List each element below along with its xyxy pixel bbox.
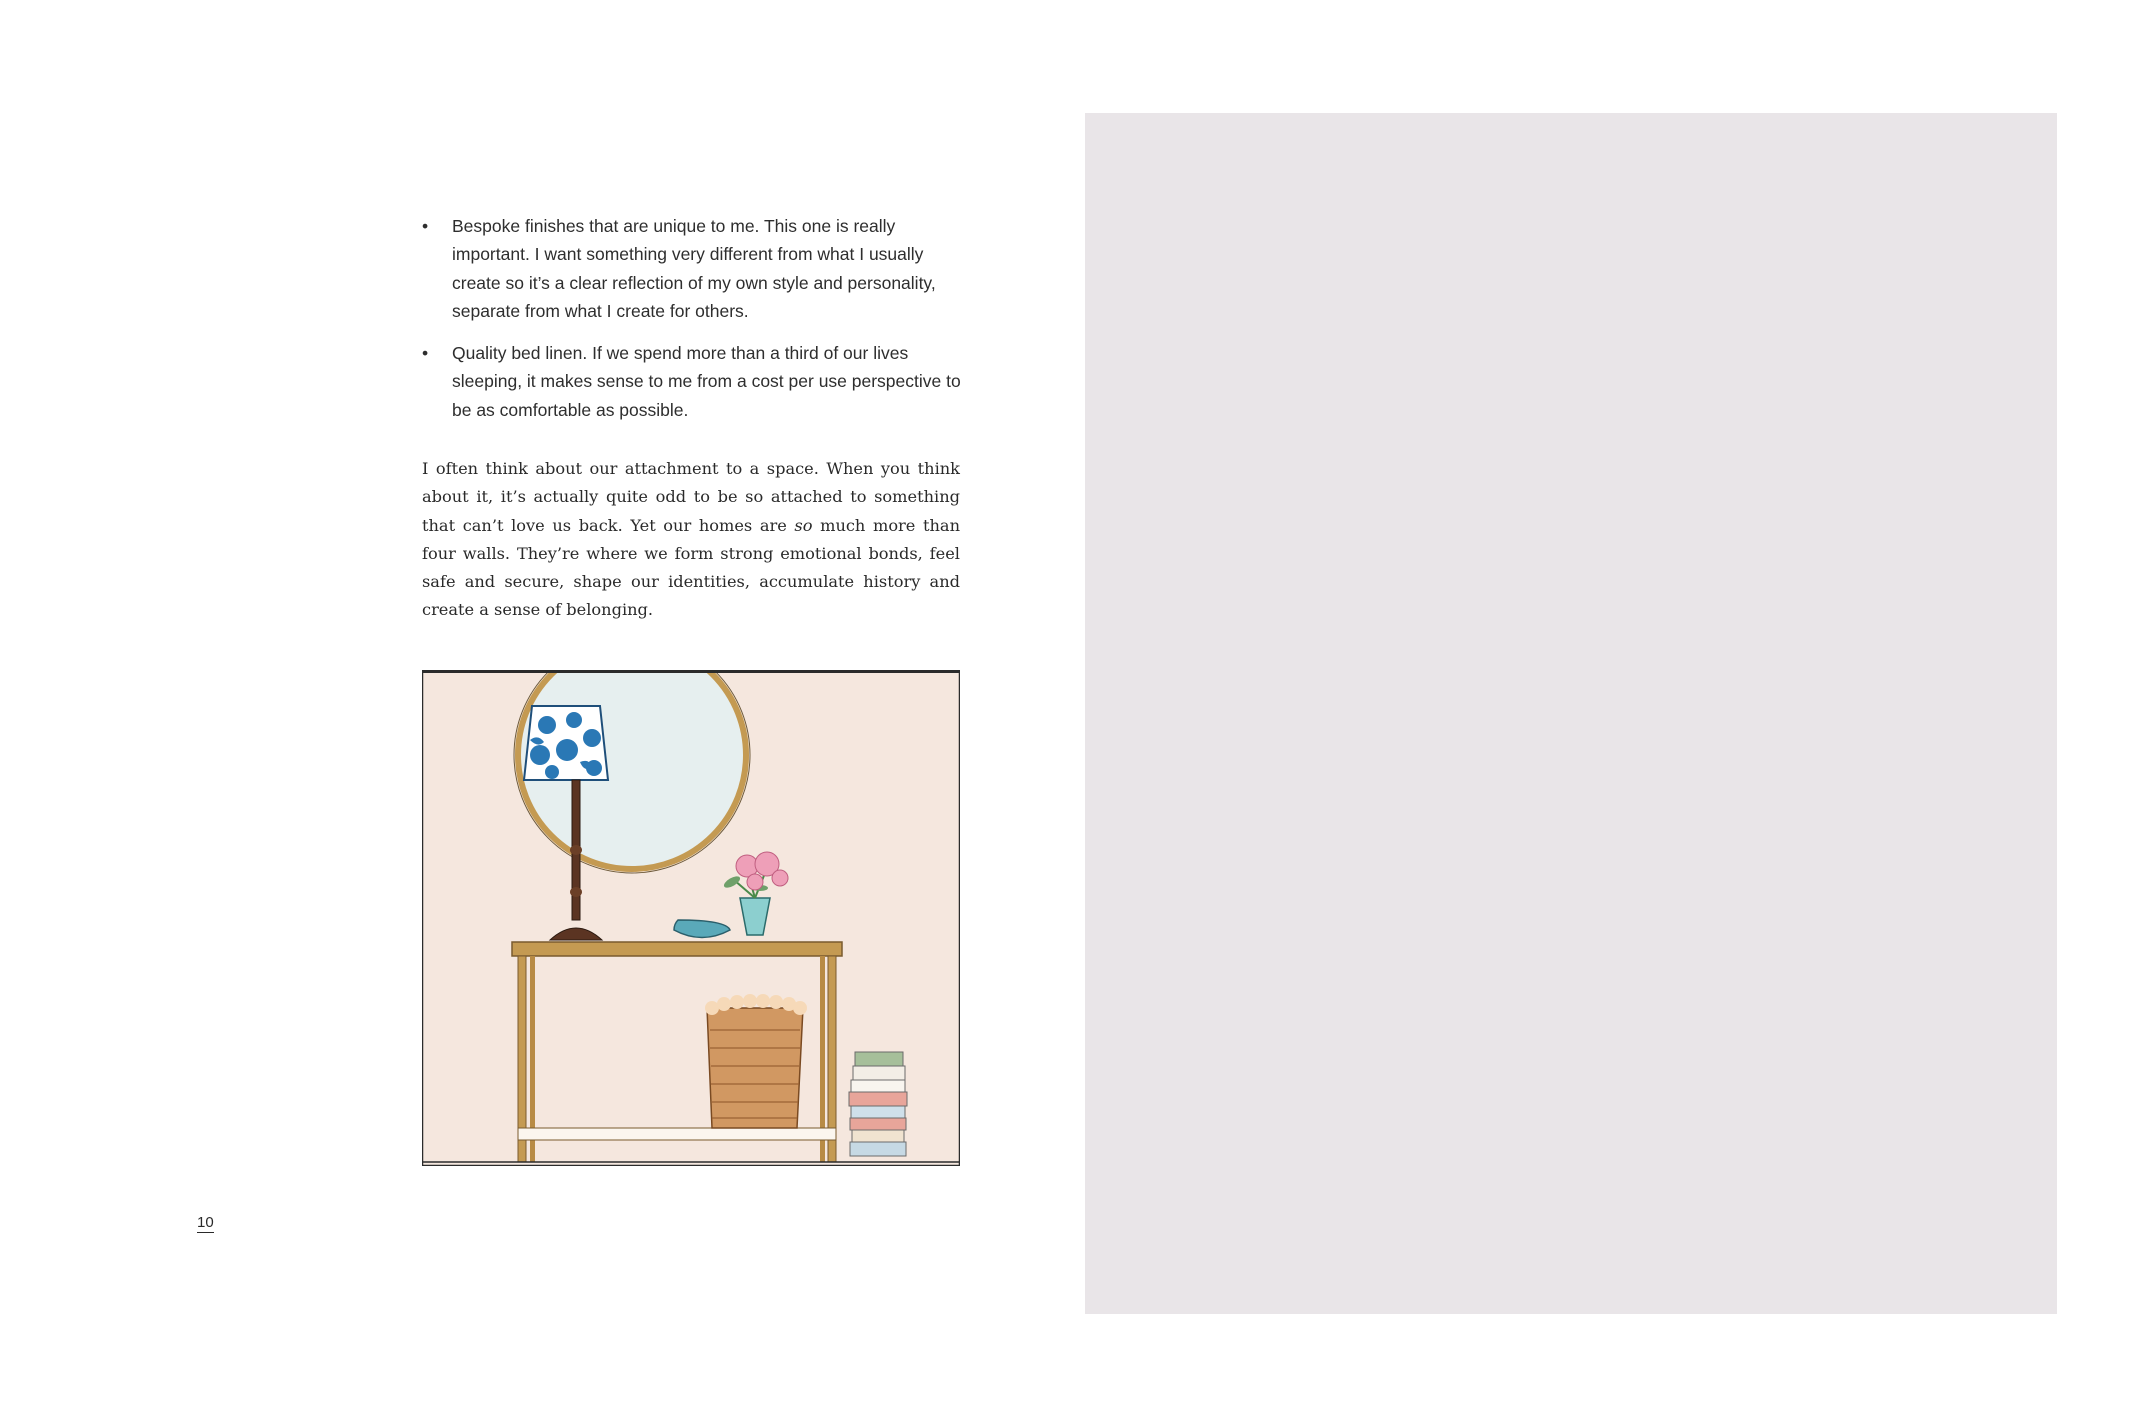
bullet-marker: •	[422, 216, 429, 236]
bullet-list	[422, 212, 962, 438]
console-table-illustration	[422, 670, 960, 1166]
bullet-item	[422, 212, 962, 325]
paragraph-text-end: much more than four walls. They’re where we form strong emotional bonds, feel safe and secure, shape our identities, accumulate history and create a sense of belonging.	[422, 515, 960, 620]
bullet-item	[422, 339, 962, 424]
table-top	[512, 942, 842, 956]
wicker-basket	[707, 1008, 803, 1128]
book-stack	[849, 1052, 907, 1156]
bullet-text: Quality bed linen. If we spend more than a third of our lives sleeping, it makes sense to me from a cost per use perspective to be as comfortable as possible.	[452, 343, 961, 420]
right-page-blank-panel	[1085, 113, 2057, 1314]
bullet-marker: •	[422, 343, 429, 364]
illustration-top-border	[422, 670, 960, 673]
bullet-text: Bespoke finishes that are unique to me. This one is really important. I want something very different from what I usually create so it’s a clear reflection of my own style and personality, separate from what I create for others.	[452, 216, 936, 321]
lamp-stem-knot-lower	[570, 887, 582, 897]
body-paragraph	[422, 455, 960, 625]
paragraph-text: I often think about our attachment to a space. When you think about it, it’s actually quite odd to be so attached to something that can’t love us back. Yet our homes are	[422, 459, 960, 535]
page-number: 10	[197, 1214, 214, 1231]
paragraph-emphasis: so	[794, 515, 813, 535]
table-shelf	[518, 1128, 836, 1140]
lamp-stem-knot	[570, 845, 582, 855]
